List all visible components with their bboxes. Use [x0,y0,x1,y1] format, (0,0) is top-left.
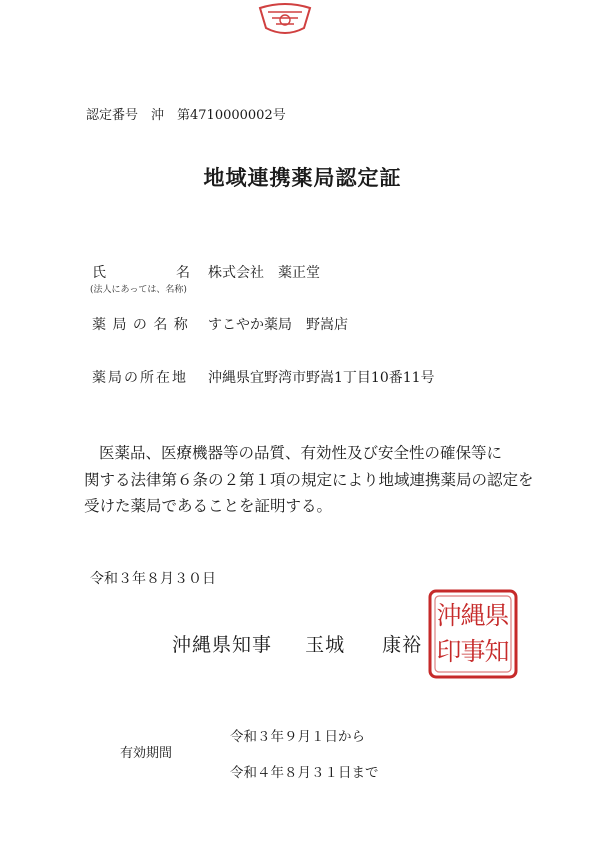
statement-line: 医薬品、医療機器等の品質、有効性及び安全性の確保等に [99,444,503,462]
address-label: 薬局の所在地 [92,370,188,386]
issuer-title: 沖縄県知事 [172,634,273,656]
validity-from: 令和３年９月１日から [230,729,365,745]
address-value: 沖縄県宜野湾市野嵩1丁目10番11号 [208,370,435,386]
statement-line: 関する法律第６条の２第１項の規定により地域連携薬局の認定を [84,470,534,489]
pharmacy-name-value: すこやか薬局 野嵩店 [208,317,348,333]
issuer-surname: 玉城 [305,634,346,656]
pharmacy-name-label: 薬 局 の 名 称 [92,317,189,333]
svg-text:事: 事 [460,637,486,666]
validity-to: 令和４年８月３１日まで [230,765,379,781]
validity-label: 有効期間 [120,746,173,761]
issuer-signature-line [172,630,422,657]
page-title: 地域連携薬局認定証 [203,165,402,190]
issuer-given-name: 康裕 [382,634,423,656]
svg-text:県: 県 [484,601,510,630]
name-label: 氏 名 [92,265,190,281]
certificate-number: 認定番号 沖 第4710000002号 [86,108,286,123]
svg-text:印: 印 [436,637,462,666]
issue-date: 令和３年８月３０日 [90,571,216,587]
name-note: (法人にあっては、名称) [90,285,187,295]
svg-text:沖: 沖 [436,601,462,630]
svg-text:縄: 縄 [460,601,486,630]
top-seal-stamp [254,2,316,40]
certification-statement [84,440,544,520]
governor-seal-icon [427,588,519,680]
svg-text:知: 知 [484,637,510,666]
statement-line: 受けた薬局であることを証明する。 [84,497,333,516]
name-value: 株式会社 薬正堂 [208,265,320,281]
